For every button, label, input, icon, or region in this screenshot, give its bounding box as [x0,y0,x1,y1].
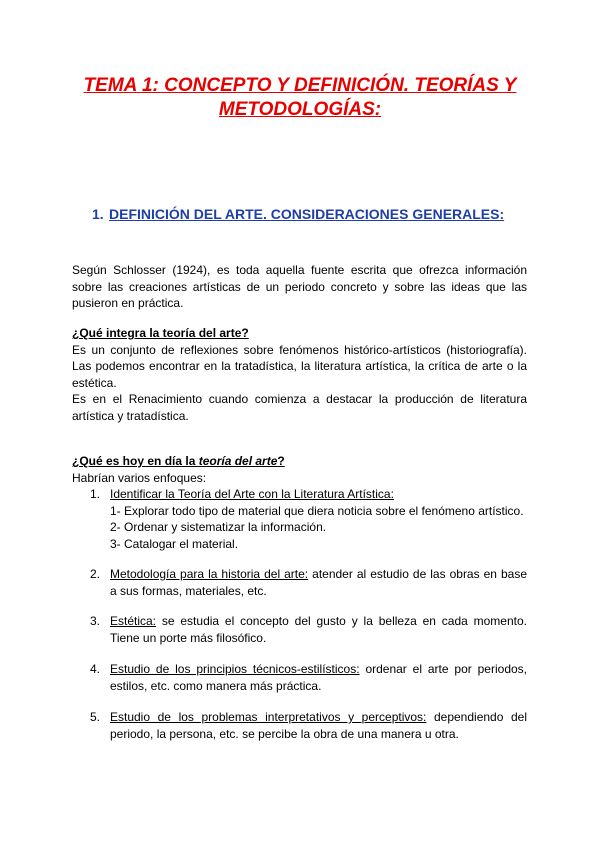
sub-item: 1- Explorar todo tipo de material que diera noticia sobre el fenómeno artístico. [110,503,524,518]
list-item-heading: Estudio de los principios técnicos-estilísticos: [110,662,360,676]
question-1-block [72,325,527,424]
section-heading-text: DEFINICIÓN DEL ARTE. CONSIDERACIONES GENERALES: [109,206,505,222]
approach-item-1 [72,486,527,552]
sub-item: 2- Ordenar y sistematizar la información. [110,520,327,534]
question-2-block [72,453,527,486]
list-item-heading: Identificar la Teoría del Arte con la Literatura Artística: [110,487,394,501]
list-item-heading: Metodología para la historia del arte: [110,567,309,581]
list-item-text: ordenar el arte por periodos, estilos, etc. como manera más práctica. [110,662,528,693]
approach-item-5 [72,709,527,742]
sub-item: 3- Catalogar el material. [110,536,239,551]
question-2-intro: Habrían varios enfoques: [72,470,207,485]
approach-item-3 [72,613,527,646]
list-item-text: atender al estudio de las obras en base a sus formas, materiales, etc. [110,567,527,598]
intro-paragraph: Según Schlosser (1924), es toda aquella fuente escrita que ofrezca información sobre las creaciones artísticas de un periodo concreto y sobre las ideas que las pusieron en práctica. [72,263,527,310]
list-number: 4. [90,662,101,676]
list-item-heading: Estudio de los problemas interpretativos y perceptivos: [110,710,427,724]
list-number: 1. [90,487,101,501]
list-item-text: se estudia el concepto del gusto y la belleza en cada momento. Tiene un porte más filosófico. [110,614,527,645]
list-item-heading: Estética: [110,614,157,628]
question-2-heading [72,453,527,470]
question-2-heading-italic: teoría del arte [198,454,278,468]
question-1-heading: ¿Qué integra la teoría del arte? [72,326,249,340]
approach-item-2 [72,566,527,599]
question-1-paragraph-1: Es un conjunto de reflexiones sobre fenómenos histórico-artísticos (historiografía). Las podemos encontrar en la tratadística, la literatura artística, la crítica de arte o la estética. [72,342,527,390]
list-number: 5. [90,710,101,724]
question-2-heading-suffix: ? [277,454,285,468]
page-title: TEMA 1: CONCEPTO Y DEFINICIÓN. TEORÍAS Y METODOLOGÍAS: [83,75,517,120]
list-item-text: dependiendo del periodo, la persona, etc. se percibe la obra de una manera u otra. [110,710,527,741]
section-number: 1. [92,206,104,222]
section-heading-1 [92,205,526,224]
list-number: 3. [90,614,101,628]
question-2-heading-prefix: ¿Qué es hoy en día la [72,454,199,468]
question-1-paragraph-2: Es en el Renacimiento cuando comienza a destacar la producción de literatura artística y tratadística. [72,392,527,423]
approach-item-4 [72,661,527,694]
list-number: 2. [90,567,101,581]
